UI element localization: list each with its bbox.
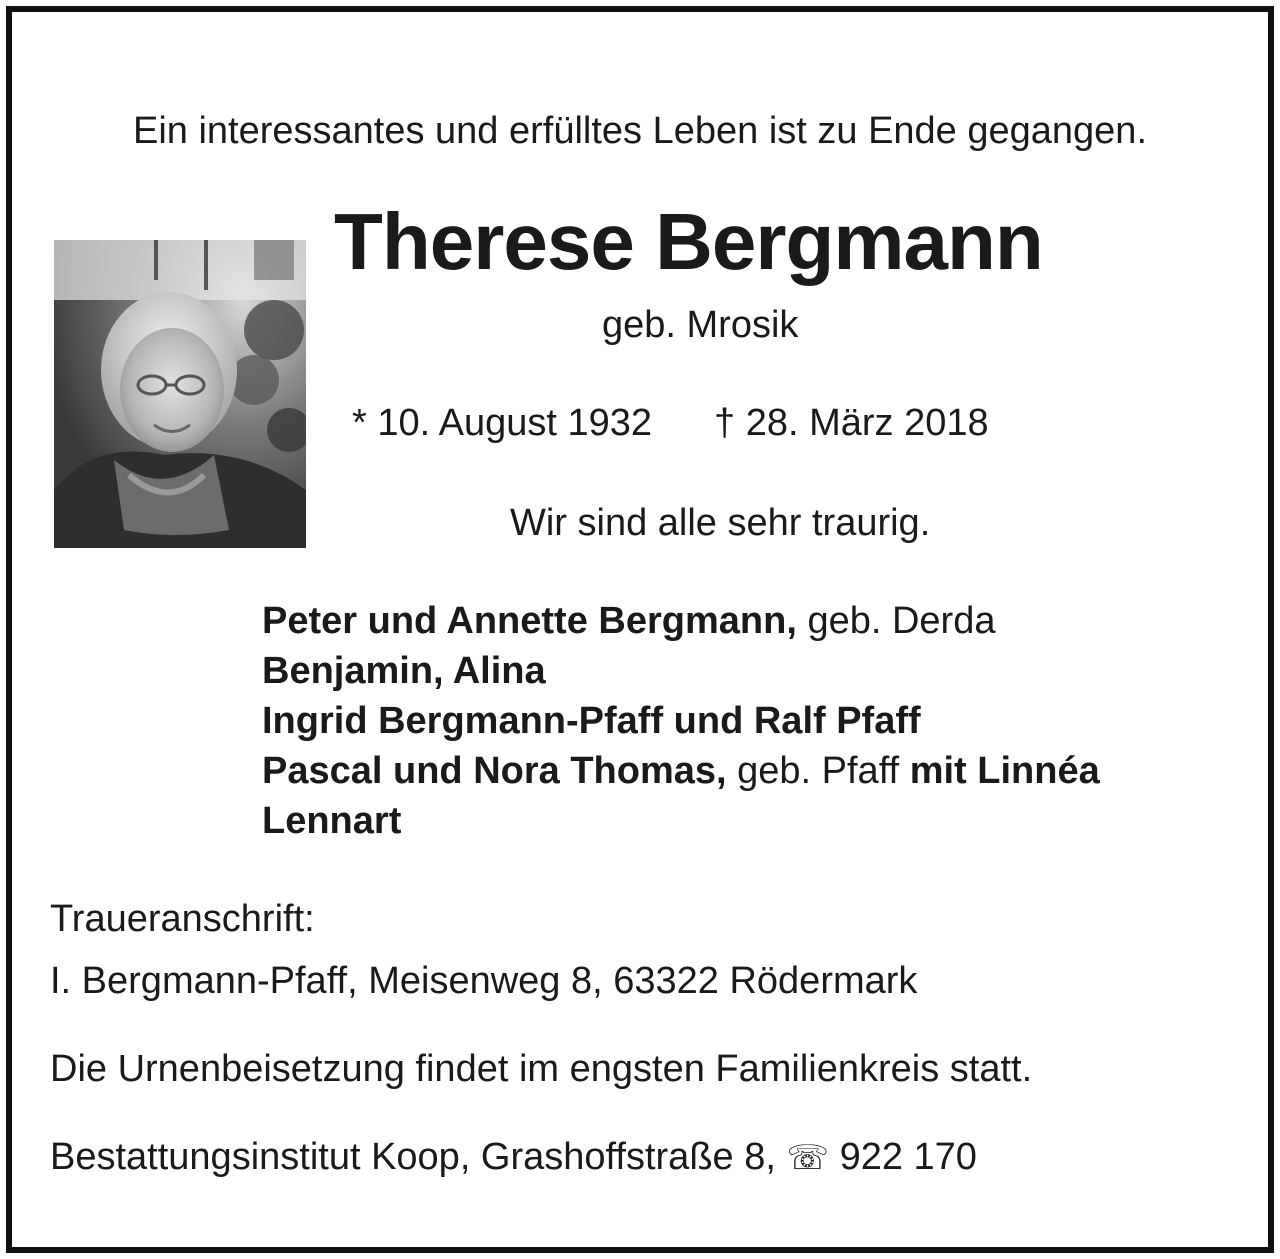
family-line: Lennart (262, 800, 402, 842)
family-line: Pascal und Nora Thomas, geb. Pfaff mit Linnéa (262, 750, 1100, 792)
undertaker-line (50, 1134, 977, 1181)
portrait-photo-icon (54, 240, 306, 548)
deceased-name: Therese Bergmann (334, 197, 1043, 286)
intro-text: Ein interessantes und erfülltes Leben ist zu Ende gegangen. (132, 110, 1148, 152)
undertaker-address: Bestattungsinstitut Koop, Grashoffstraße 8, (50, 1136, 776, 1178)
obituary-notice (6, 6, 1274, 1253)
birth-date: * 10. August 1932 (352, 402, 653, 444)
family-line: Benjamin, Alina (262, 650, 546, 692)
family-list (262, 596, 1100, 846)
address-label: Traueranschrift: (50, 898, 315, 940)
sentiment-text: Wir sind alle sehr traurig. (510, 502, 931, 544)
life-dates (352, 400, 989, 446)
family-line: Ingrid Bergmann-Pfaff und Ralf Pfaff (262, 700, 921, 742)
death-date: † 28. März 2018 (714, 402, 989, 444)
mourning-address: I. Bergmann-Pfaff, Meisenweg 8, 63322 Rödermark (50, 960, 918, 1002)
family-line: Peter und Annette Bergmann, geb. Derda (262, 600, 996, 642)
funeral-note: Die Urnenbeisetzung findet im engsten Familienkreis statt. (50, 1048, 1033, 1090)
phone-icon: ☏ (786, 1138, 830, 1178)
phone-number: 922 170 (839, 1136, 977, 1178)
maiden-name: geb. Mrosik (602, 304, 799, 346)
